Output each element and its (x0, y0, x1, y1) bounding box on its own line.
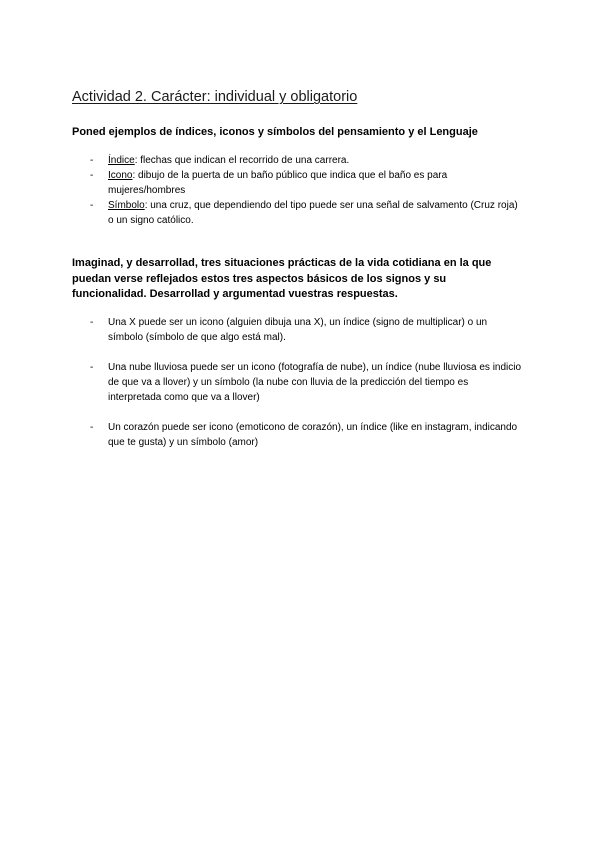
term-description: : una cruz, que dependiendo del tipo puede ser una señal de salvamento (Cruz roja) o un signo católico. (108, 200, 518, 226)
section-1-list (72, 153, 522, 228)
section-1-heading: Poned ejemplos de índices, iconos y símbolos del pensamiento y el Lenguaje (72, 126, 478, 138)
example-cloud: Una nube lluviosa puede ser un icono (fotografía de nube), un índice (nube lluviosa es indicio de que va a llover) y un símbolo (la nube con lluvia de la predicción del tiempo es interpretada como que va a llover) (108, 362, 522, 403)
bullet-dash: - (90, 170, 94, 181)
term-description: : flechas que indican el recorrido de una carrera. (134, 155, 350, 166)
bullet-dash: - (90, 155, 94, 166)
example-x: Una X puede ser un icono (alguien dibuja una X), un índice (signo de multiplicar) o un símbolo (símbolo de que algo está mal). (108, 317, 488, 343)
bullet-dash: - (90, 422, 94, 433)
example-heart: Un corazón puede ser icono (emoticono de corazón), un índice (like en instagram, indicando que te gusta) y un símbolo (amor) (108, 422, 518, 448)
bullet-dash: - (90, 362, 94, 373)
term-icono: Icono (108, 170, 133, 181)
list-item (72, 315, 522, 345)
bullet-dash: - (90, 317, 94, 328)
term-indice: Índice (108, 155, 135, 166)
list-item (72, 360, 522, 405)
list-item (72, 420, 522, 450)
list-item (72, 153, 522, 168)
page-title: Actividad 2. Carácter: individual y obligatorio (72, 89, 358, 105)
list-item (72, 198, 522, 228)
term-simbolo: Símbolo (108, 200, 145, 211)
section-2-list (72, 315, 522, 465)
bullet-dash: - (90, 200, 94, 211)
section-2-heading: Imaginad, y desarrollad, tres situaciones prácticas de la vida cotidiana en la que puedan verse reflejados estos tres aspectos básicos de los signos y su funcionalidad. Desarrollad y argumentad vuestras respuestas. (72, 257, 492, 300)
list-item (72, 168, 522, 198)
term-description: : dibujo de la puerta de un baño público que indica que el baño es para mujeres/hombres (108, 170, 448, 196)
